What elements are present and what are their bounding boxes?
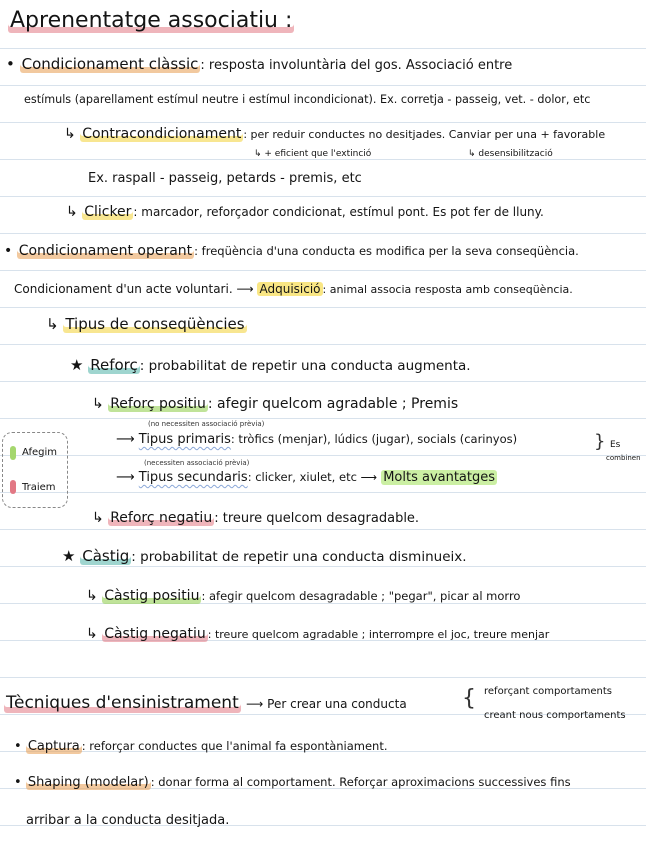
body-text: estímuls (aparellament estímul neutre i estímul incondicionat). Ex. corretja - passeig, vet. - dolor, etc: [24, 93, 591, 106]
line-example: Ex. raspall - passeig, petards - premis, etc: [88, 171, 362, 186]
note-associacio: (necessiten associació prèvia): [144, 459, 250, 467]
line-estimuls: [24, 94, 590, 107]
term-tipus-secundaris: Tipus secundaris: [138, 470, 248, 485]
line-condicionament-operant: [4, 243, 579, 259]
term-condicionament-operant: Condicionament operant: [18, 243, 193, 259]
note-desensibilitzacio: ↳ desensibilització: [468, 149, 553, 159]
line-shaping: [14, 776, 571, 791]
definition-text: : tròfics (menjar), lúdics (jugar), socials (carinyos): [230, 432, 518, 446]
bullet: •: [14, 739, 26, 754]
definition-text: : reforçar conductes que l'animal fa espontàniament.: [81, 739, 388, 753]
definition-text: : treure quelcom agradable ; interrompre el joc, treure menjar: [207, 628, 550, 641]
line-tecniques: [4, 694, 407, 714]
definition-text: : animal associa resposta amb conseqüència.: [322, 283, 573, 296]
definition-text: : treure quelcom desagradable.: [214, 511, 420, 526]
note-es: Es: [610, 440, 621, 450]
line-tipus-consequencies: [46, 316, 247, 333]
line-clicker: [66, 204, 544, 220]
definition-text: : resposta involuntària del gos. Associació entre: [200, 58, 513, 73]
term-reforc: Reforç: [90, 356, 138, 374]
legend-green-swatch: [10, 446, 16, 460]
definition-text: : per reduir conductes no desitjades. Canviar per una + favorable: [243, 128, 606, 141]
heading-tipus-consequencies: Tipus de conseqüències: [65, 315, 245, 333]
line-castig: [62, 548, 467, 566]
definition-text: : probabilitat de repetir una conducta disminueix.: [131, 549, 467, 565]
definition-text: : clicker, xiulet, etc ⟶: [247, 470, 378, 484]
definition-text: : afegir quelcom desagradable ; "pegar", picar al morro: [201, 589, 521, 603]
note-reforcant: reforçant comportaments: [484, 686, 612, 697]
term-castig-negatiu: Càstig negatiu: [104, 626, 206, 642]
definition-text: : marcador, reforçador condicionat, estímul pont. Es pot fer de lluny.: [133, 205, 544, 219]
body-text: ⟶ Per crear una conducta: [246, 697, 407, 711]
line-reforc-negatiu: [92, 510, 419, 527]
line-condicionament-classic: [6, 56, 512, 74]
term-contracondicionament: Contracondicionament: [82, 126, 242, 142]
term-reforc-positiu: Reforç positiu: [110, 396, 206, 412]
line-reforc: [70, 357, 471, 375]
bullet: •: [14, 775, 26, 790]
arrow: ↳: [86, 626, 103, 642]
term-adquisicio: Adquisició: [259, 282, 321, 296]
line-reforc-positiu: [92, 396, 458, 412]
star-icon: ★: [70, 356, 89, 374]
term-shaping: Shaping (modelar): [27, 775, 149, 790]
brace-icon: {: [462, 686, 476, 711]
term-castig-positiu: Càstig positiu: [104, 588, 200, 604]
line-tipus-secundaris: [116, 471, 497, 486]
definition-text: : probabilitat de repetir una conducta augmenta.: [139, 358, 471, 374]
line-castig-negatiu: [86, 626, 549, 642]
term-tipus-primaris: Tipus primaris: [138, 432, 231, 447]
note-creant: creant nous comportaments: [484, 710, 626, 721]
title-text: Aprenentatge associatiu :: [10, 8, 293, 33]
legend-red-swatch: [10, 480, 16, 494]
legend-box: [2, 432, 68, 508]
line-adquisicio: [14, 283, 573, 297]
line-tipus-primaris: [116, 433, 517, 448]
arrow: ⟶: [116, 432, 139, 447]
arrow: ↳: [46, 315, 64, 333]
definition-text: : afegir quelcom agradable ; Premis: [207, 396, 459, 412]
arrow: ⟶: [116, 470, 139, 485]
bullet: •: [4, 243, 17, 259]
line-contracondicionament: [64, 126, 605, 142]
note-no-associacio: (no necessiten associació prèvia): [148, 420, 265, 428]
arrow: ↳: [64, 126, 81, 142]
bullet: •: [6, 55, 20, 73]
term-condicionament-classic: Condicionament clàssic: [21, 55, 199, 73]
term-castig: Càstig: [82, 547, 130, 565]
body-text: Condicionament d'un acte voluntari. ⟶: [14, 282, 254, 296]
legend-afegim: Afegim: [22, 447, 58, 458]
brace-icon: }: [594, 431, 606, 452]
line-captura: [14, 740, 388, 755]
arrow: ↳: [92, 510, 109, 526]
definition-text: : freqüència d'una conducta es modifica per la seva conseqüència.: [194, 244, 579, 258]
note-combinen: combinen: [606, 454, 641, 462]
line-arribar: arribar a la conducta desitjada.: [26, 813, 230, 828]
term-captura: Captura: [27, 739, 80, 754]
arrow: ↳: [92, 396, 109, 412]
line-castig-positiu: [86, 588, 520, 604]
term-clicker: Clicker: [84, 204, 132, 220]
legend-traiem: Traiem: [22, 482, 56, 493]
star-icon: ★: [62, 547, 81, 565]
term-molts-avantatges: Molts avantatges: [383, 470, 496, 485]
note-extincio: ↳ + eficient que l'extinció: [254, 149, 372, 159]
term-reforc-negatiu: Reforç negatiu: [110, 510, 213, 526]
arrow: ↳: [86, 588, 103, 604]
heading-tecniques: Tècniques d'ensinistrament: [6, 693, 239, 713]
page-title: [8, 8, 294, 33]
arrow: ↳: [66, 204, 83, 220]
definition-text: : donar forma al comportament. Reforçar aproximacions successives fins: [150, 775, 571, 789]
